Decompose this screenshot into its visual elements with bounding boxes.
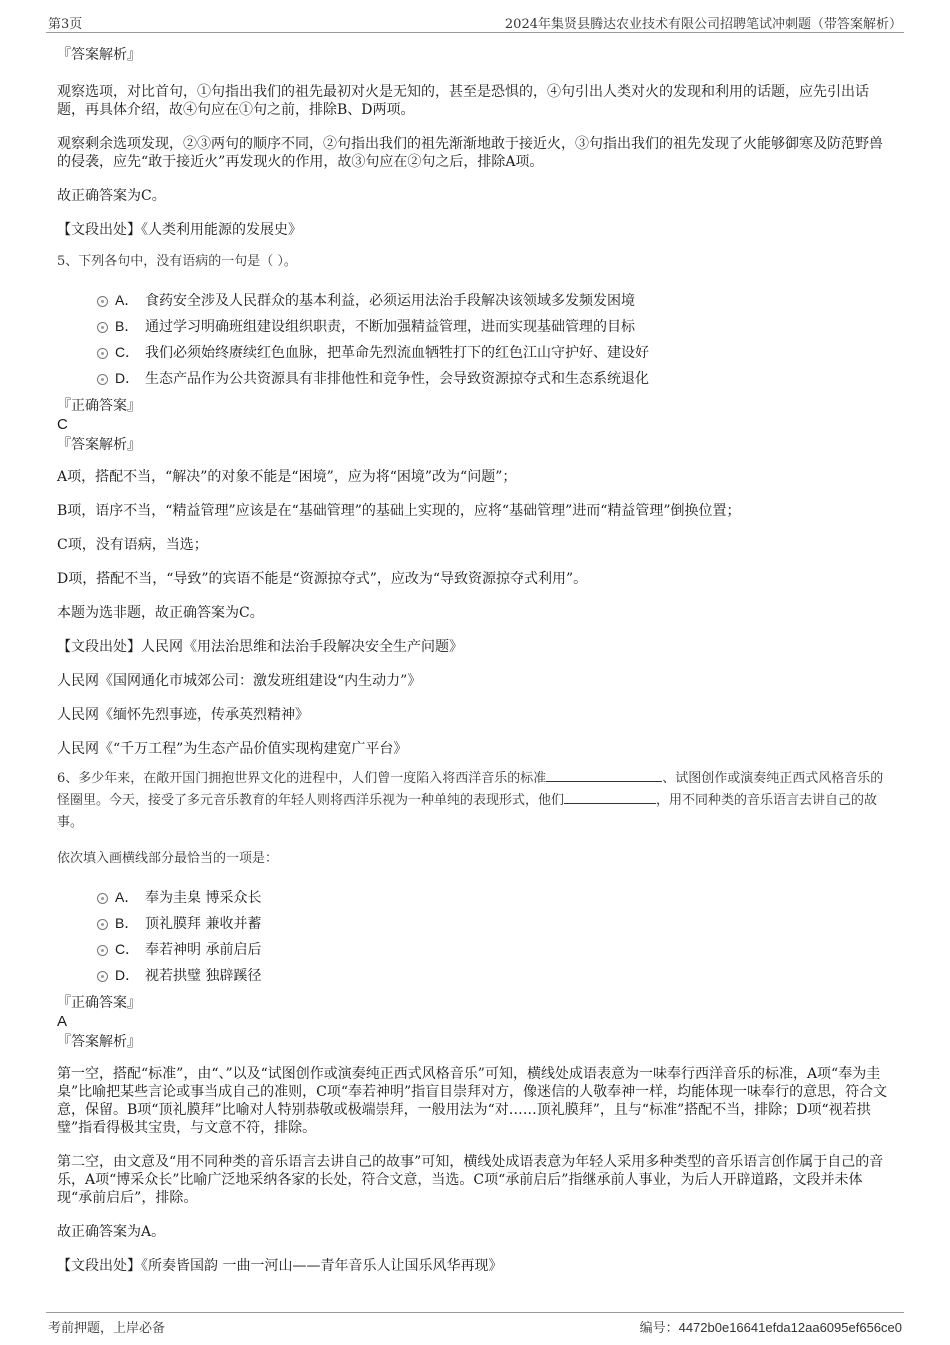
page-footer — [46, 1312, 904, 1339]
correct-answer: C — [57, 416, 68, 433]
question-6-stem: 6、多少年来，在敞开国门拥抱世界文化的进程中，人们曾一度陷入将西洋音乐的标准 、试图创作或演奏纯正西式风格音乐的怪圈里。今天，接受了多元音乐教育的年轻人则将西洋乐视为一种单纯的表现形式，他们 ，用不同种类的音乐语言去讲自己的故事。 — [57, 771, 884, 830]
document-title: 2024年集贤县腾达农业技术有限公司招聘笔试冲刺题（带答案解析） — [504, 17, 902, 32]
analysis-label-prev: 『答案解析』 — [57, 47, 141, 63]
source-citation: 【文段出处】《所奏皆国韵 一曲一河山——青年音乐人让国乐风华再现》 — [57, 1258, 503, 1274]
analysis-line: B项，语序不当，“精益管理”应该是在“基础管理”的基础上实现的，应将“基础管理”进而“精益管理”倒换位置； — [57, 503, 741, 519]
document-code: 编号：4472b0e16641efda12aa6095ef656ce0 — [639, 1320, 902, 1335]
radio-icon[interactable] — [97, 971, 108, 982]
question-6-instruction: 依次填入画横线部分最恰当的一项是： — [57, 851, 279, 866]
radio-icon[interactable] — [97, 919, 108, 930]
footer-slogan: 考前押题，上岸必备 — [48, 1321, 166, 1336]
radio-icon[interactable] — [97, 296, 108, 307]
radio-icon[interactable] — [97, 348, 108, 359]
analysis-label: 『答案解析』 — [57, 437, 141, 453]
source-citation: 人民网《缅怀先烈事迹，传承英烈精神》 — [57, 707, 309, 723]
radio-icon[interactable] — [97, 322, 108, 333]
radio-icon[interactable] — [97, 374, 108, 385]
correct-answer: A — [57, 1013, 68, 1030]
correct-answer-label: 『正确答案』 — [57, 398, 141, 414]
option-c[interactable]: C． 奉若神明 承前启后 — [57, 936, 892, 962]
analysis-paragraph: 第一空，搭配“标准”，由“、”以及“试图创作或演奏纯正西式风格音乐”可知，横线处成语表意为一味奉行西洋音乐的标准，A项“奉为圭臬”比喻把某些言论或事当成自己的准则，C项“奉若神明”指盲目崇拜对方，像迷信的人敬奉神一样，均能体现一味奉行的意思，符合文意，保留。B项“顶礼膜拜”比喻对人特别恭敬或极端崇拜，一般用法为“对……顶礼膜拜”，且与“标准”搭配不当，排除；D项“视若拱璧”指看得极其宝贵，与文意不符，排除。 — [57, 1066, 888, 1136]
question-6-options — [57, 884, 892, 988]
question-5-options — [57, 287, 892, 391]
page-header — [46, 10, 904, 33]
analysis-paragraph: 第二空，由文意及“用不同种类的音乐语言去讲自己的故事”可知，横线处成语表意为年轻人采用多种类型的音乐语言创作属于自己的音乐，A项“博采众长”比喻广泛地采纳各家的长处，符合文意，当选。C项“承前启后”指继承前人事业，为后人开辟道路，文段并未体现“承前启后”，排除。 — [57, 1154, 884, 1206]
correct-answer-label: 『正确答案』 — [57, 995, 141, 1011]
option-b[interactable]: B． 通过学习明确班组建设组织职责，不断加强精益管理，进而实现基础管理的目标 — [57, 313, 892, 339]
option-c[interactable]: C． 我们必须始终赓续红色血脉，把革命先烈流血牺牲打下的红色江山守护好、建设好 — [57, 339, 892, 365]
source-citation: 人民网《国网通化市城郊公司：激发班组建设“内生动力”》 — [57, 673, 422, 689]
fill-blank-2 — [564, 803, 656, 804]
option-a[interactable]: A． 奉为圭臬 博采众长 — [57, 884, 892, 910]
source-citation: 人民网《“千万工程”为生态产品价值实现构建宽广平台》 — [57, 741, 408, 757]
analysis-line: A项，搭配不当，“解决”的对象不能是“困境”，应为将“困境”改为“问题”； — [57, 469, 517, 485]
analysis-paragraph: 观察剩余选项发现，②③两句的顺序不同，②句指出我们的祖先渐渐地敢于接近火，③句指出我们的祖先发现了火能够御寒及防范野兽的侵袭，应先“敢于接近火”再发现火的作用，故③句应在②句之后，排除A项。 — [57, 136, 883, 170]
source-citation: 【文段出处】《人类利用能源的发展史》 — [57, 222, 302, 238]
analysis-conclusion: 故正确答案为C。 — [57, 188, 166, 204]
analysis-conclusion: 故正确答案为A。 — [57, 1224, 166, 1240]
option-d[interactable]: D． 视若拱璧 独辟蹊径 — [57, 962, 892, 988]
radio-icon[interactable] — [97, 945, 108, 956]
analysis-label: 『答案解析』 — [57, 1034, 141, 1050]
analysis-line: C项，没有语病，当选； — [57, 537, 208, 553]
page-number: 第3页 — [48, 17, 83, 32]
analysis-conclusion: 本题为选非题，故正确答案为C。 — [57, 605, 264, 621]
option-b[interactable]: B． 顶礼膜拜 兼收并蓄 — [57, 910, 892, 936]
document-body — [57, 44, 892, 1291]
source-citation: 【文段出处】人民网《用法治思维和法治手段解决安全生产问题》 — [57, 639, 463, 655]
fill-blank-1 — [546, 781, 662, 782]
question-5-stem: 5、下列各句中，没有语病的一句是（ ）。 — [57, 254, 297, 269]
analysis-paragraph: 观察选项，对比首句，①句指出我们的祖先最初对火是无知的，甚至是恐惧的，④句引出人类对火的发现和利用的话题，应先引出话题，再具体介绍，故④句应在①句之前，排除B、D两项。 — [57, 84, 869, 118]
radio-icon[interactable] — [97, 893, 108, 904]
option-a[interactable]: A． 食药安全涉及人民群众的基本利益，必须运用法治手段解决该领域多发频发困境 — [57, 287, 892, 313]
option-d[interactable]: D． 生态产品作为公共资源具有非排他性和竞争性，会导致资源掠夺式和生态系统退化 — [57, 365, 892, 391]
analysis-line: D项，搭配不当，“导致”的宾语不能是“资源掠夺式”，应改为“导致资源掠夺式利用”。 — [57, 571, 588, 587]
